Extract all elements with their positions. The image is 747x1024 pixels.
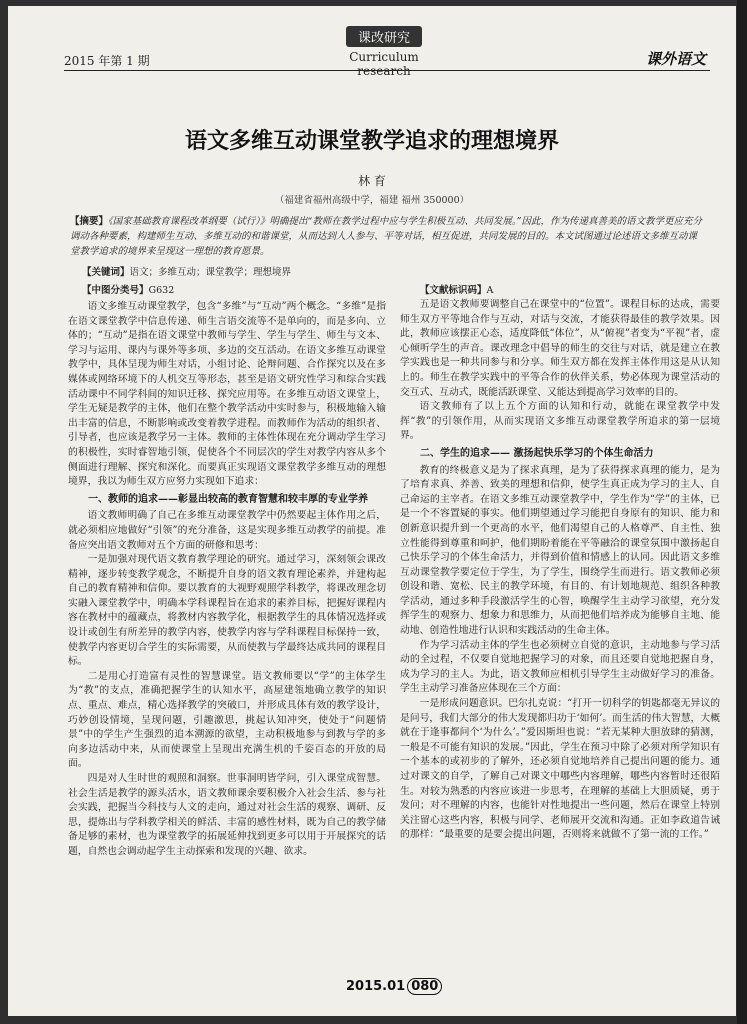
page-footer [346,978,442,995]
paragraph: 作为学习活动主体的学生也必须树立自觉的意识，主动地参与学习活动的全过程，不仅要自觉地把握学习的对象，而且还要自觉地把握自身，成为学习的主人。为此，语文教师应相机引导学生主动做好学习的准备。学生主动学习准备应体现在三个方面： [400,639,720,695]
header-rule [64,70,710,71]
classification-label: 【中图分类号】 [82,285,149,296]
section-english: Curriculum research [349,50,419,78]
section-badge: 课改研究 [346,26,422,47]
document-id-code: A [486,285,494,296]
paragraph: 语文多维互动课堂教学，包含“多维”与“互动”两个概念。“多维”是指在语文课堂教学中信息传递、师生言语交流等不是单向的，而是多向、立体的；“互动”是指在语文课堂中教师与学生、学生与学生、师生与文本、学习与运用、课内与课外等多项、多边的交互活动。在语文多维互动课堂教学中，具体呈现为师生对话，小组讨论、论辩问题、合作探究以及在多媒体或网络环境下的人机交互等形态，甚至是语文研究性学习和综合实践活动课中不同学科间的知识迁移、探究应用等。在多维互动语文课堂上，学生无疑是教学的主体，他们在整个教学活动中实时参与，积极地输入输出丰富的信息，不断影响或改变着教学进程。而教师作为活动的组织者、引导者，也应该是教学另一主体。教师的主体性体现在充分调动学生学习的积极性，实时睿智地引领，促使各个不同层次的学生对教学内容从多个侧面进行理解、探究和深化。而要真正实现语文课堂教学多维互动的理想境界，我以为师生双方应努力实现如下追求： [68,301,386,488]
keywords-text: 语文；多维互动；课堂教学；理想境界 [129,267,292,278]
paragraph: 四是对人生时世的观照和洞察。世事洞明皆学问，引入课堂成智慧。社会生活是教学的源头活水，语文教师课余要积极介入社会生活、参与社会实践，把握当今科技与人文的走向，通过对社会生活的观察、调研、反思，提炼出与学科教学相关的鲜活、丰富的感性材料，既为自己的教学储备足够的素材，也为课堂教学的拓展延伸找到更多可以用于开展探究的话题，自然也会调动起学生主动探索和发现的兴趣、欲求。 [68,773,386,857]
paragraph: 五是语文教师要调整自己在课堂中的“位置”。课程目标的达成，需要师生双方平等地合作与互动，对话与交流，才能获得最佳的教学效果。因此，教师应该摆正心态，适度降低“体位”，从“俯视”者变为“平视”者，虚心倾听学生的声音。课改理念中倡导的师生的交往与对话，就是建立在教学实践也是一种共同参与和分享。师生双方都在发挥主体作用这是从认知上的。师生在教学实践中的平等合作的伙伴关系，势必体现为课堂活动的交互式、互动式，既能活跃课堂、又能达到提高学习效率的目的。 [400,299,720,398]
author-name: 林 育 [358,174,386,188]
footer-date: 2015.01 [346,979,406,994]
abstract [70,214,702,259]
paragraph: 一是加强对现代语文教育教学理论的研究。通过学习，深刻领会课改精神，逐步转变教学观念，不断提升自身的语文教育理论素养，并建构起自己的教育精神和信仰。要以教育的大视野观照学科教学，将课改理念切实融入课堂教学中，明确本学科课程旨在追求的素养目标，把握好课程内容在教材中的蕴藏点，将教材内容教学化，根据教学生的具体情况选择或设计或创生有所差异的教学内容，使教学内容与学科课程目标保持一致，使教学内容更切合学生的实际需要，从而使教与学最终达成共同的课程目标。 [68,554,386,668]
abstract-label: 【摘要】 [70,216,109,227]
left-column [68,300,386,860]
document-id-label: 【文献标识码】 [420,285,487,296]
journal-page [8,6,736,1016]
paragraph: 教育的终极意义是为了探求真理，是为了获得探求真理的能力，是为了培育求真、养善、致美的理想和信仰，使学生真正成为学习的主人、自己命运的主宰者。在语文多维互动课堂教学中，学生作为“学”的主体，已是一个不容置疑的事实。他们期望通过学习能把自身原有的知识、能力和创新意识提升到一个更高的水平，他们渴望自己的人格尊严、自主性、独立性能得到尊重和呵护，他们期盼着能在平等融洽的课堂氛围中激扬起自己快乐学习的个体生命活力，并得到价值和情感上的认同。因此语文多维互动课堂教学要定位于学生，为了学生，围绕学生而进行。语文教师必须创设和谐、宽松、民主的教学环境，有目的、有计划地规范、组织各种教学活动，通过多种手段激活学生的心智，唤醒学生主动学习欲望，充分发挥学生的观察力、想象力和思维力，从而把他们培养成为能够自主地、能动地、创造性地进行认识和实践活动的生命主体。 [400,464,720,637]
keywords-label: 【关键词】 [82,267,130,278]
scan-edge [737,0,747,1024]
abstract-text: 《国家基础教育课程改革纲要（试行）》明确提出“教师在教学过程中应与学生积极互动、共同发展。”因此，作为传递真善美的语文教学更应充分调动各种要素，构建师生互动、多维互动的和谐课堂，从而达到人人参与、平等对话，相互促进，共同发展的目的。本文试图通过论述语文多维互动课堂教学追求的境界来呈现这一理想的教育愿景。 [70,216,702,257]
paragraph: 一是形成问题意识。巴尔扎克说：“打开一切科学的钥匙都毫无异议的是问号，我们大部分的伟大发现都归功于‘如何’。而生活的伟大智慧，大概就在于逢事都问个‘为什么’。”爱因斯坦也说：“若无某种大胆放肆的猜测，一般是不可能有知识的发展。”因此，学生在预习中除了必须对所学知识有一个基本的或初步的了解外，还必须自觉地培养自己提出问题的能力。通过对课文的自学，了解自己对课文中哪些内容理解，哪些内容暂时还很陌生。对较为熟悉的内容应该进一步思考，在理解的基础上大胆质疑，勇于发问；对不理解的内容，也能针对性地提出一些问题，然后在课堂上特别关注留心这些内容，积极与同学、老师展开交流和沟通。正如李政道告诫的那样：“最重要的是要会提出问题，否则将来就做不了第一流的工作。” [400,698,720,841]
issue-label: 2015 年第 1 期 [64,54,150,68]
page-number: 080 [407,978,442,995]
keywords [82,264,291,278]
section-heading: 二、学生的追求—— 激扬起快乐学习的个体生命活力 [420,447,654,459]
right-column [400,298,720,843]
paragraph: 语文教师有了以上五个方面的认知和行动，就能在课堂教学中发挥“教”的引领作用，从而实现语文多维互动课堂教学所追求的第一层境界。 [400,401,720,442]
paragraph: 二是用心打造富有灵性的智慧课堂。语文教师要以“学”的主体学生为“教”的支点，准确把握学生的认知水平，高屋建瓴地确立教学的知识点、重点、难点，精心选择教学的突破口，并形成具体有效的教学设计，巧妙创设情境，呈现问题，引趣激思，挑起认知冲突，使处于“问题情景”中的学生产生强烈的追本溯源的欲望，主动积极地参与到教与学的多向多边活动中来，从而使课堂上呈现出充满生机的千姿百态的开放的局面。 [68,670,386,770]
author-affiliation: （福建省福州高级中学，福建 福州 350000） [274,195,470,206]
classification-number: G632 [148,285,175,296]
section-heading: 一、教师的追求——彰显出较高的教育智慧和较丰厚的专业学养 [88,493,368,505]
paragraph: 语文教师明确了自己在多维互动课堂教学中仍然要起主体作用之后，就必须相应地做好“引领”的充分准备，这是实现多维互动教学的前提。准备应突出语文教师对五个方面的研修和思考： [68,510,386,551]
document-id [420,282,493,296]
journal-name: 课外语文 [645,50,706,68]
classification [82,282,174,296]
article-title: 语文多维互动课堂教学追求的理想境界 [184,129,559,154]
